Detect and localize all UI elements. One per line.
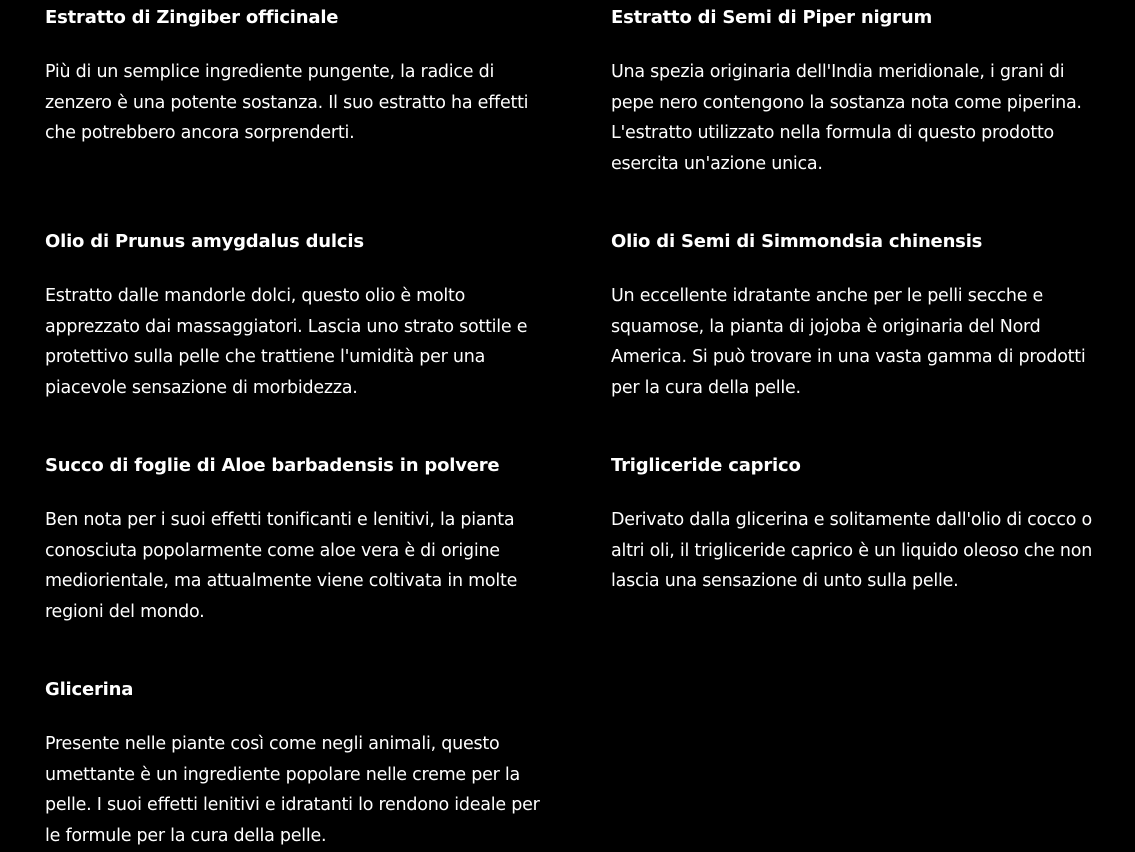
ingredient-description: Presente nelle piante così come negli animali, questo umettante è un ingrediente popolare nelle creme per la pelle. I suoi effetti lenitivi e idratanti lo rendono ideale per le formule per la cura della pelle. xyxy=(45,734,540,846)
ingredient-title: Estratto di Zingiber officinale xyxy=(45,7,339,28)
ingredient-description: Ben nota per i suoi effetti tonificanti e lenitivi, la pianta conosciuta popolarmente come aloe vera è di origine mediorientale, ma attualmente viene coltivata in molte regioni del mondo. xyxy=(45,510,518,622)
ingredient-aloe xyxy=(45,455,540,627)
ingredient-trigliceride xyxy=(611,455,1106,597)
ingredient-description: Estratto dalle mandorle dolci, questo olio è molto apprezzato dai massaggiatori. Lascia uno strato sottile e protettivo sulla pelle che trattiene l'umidità per una piacevole sensazione di morbidezza. xyxy=(45,286,528,398)
ingredient-description: Un eccellente idratante anche per le pelli secche e squamose, la pianta di jojoba è originaria del Nord America. Si può trovare in una vasta gamma di prodotti per la cura della pelle. xyxy=(611,286,1086,398)
ingredient-title: Olio di Semi di Simmondsia chinensis xyxy=(611,231,983,252)
ingredient-glicerina xyxy=(45,679,540,851)
ingredient-description: Derivato dalla glicerina e solitamente dall'olio di cocco o altri oli, il trigliceride caprico è un liquido oleoso che non lascia una sensazione di unto sulla pelle. xyxy=(611,510,1093,591)
ingredient-simmondsia xyxy=(611,231,1106,403)
ingredient-zingiber xyxy=(45,7,540,149)
ingredient-piper-nigrum xyxy=(611,7,1106,179)
ingredient-prunus-amygdalus xyxy=(45,231,540,403)
ingredient-title: Olio di Prunus amygdalus dulcis xyxy=(45,231,364,252)
ingredient-description: Una spezia originaria dell'India meridionale, i grani di pepe nero contengono la sostanza nota come piperina. L'estratto utilizzato nella formula di questo prodotto esercita un'azione unica. xyxy=(611,62,1082,174)
ingredient-title: Succo di foglie di Aloe barbadensis in polvere xyxy=(45,455,500,476)
ingredient-title: Trigliceride caprico xyxy=(611,455,801,476)
ingredient-description: Più di un semplice ingrediente pungente, la radice di zenzero è una potente sostanza. Il suo estratto ha effetti che potrebbero ancora sorprenderti. xyxy=(45,62,529,143)
ingredient-title: Glicerina xyxy=(45,679,134,700)
ingredient-title: Estratto di Semi di Piper nigrum xyxy=(611,7,933,28)
